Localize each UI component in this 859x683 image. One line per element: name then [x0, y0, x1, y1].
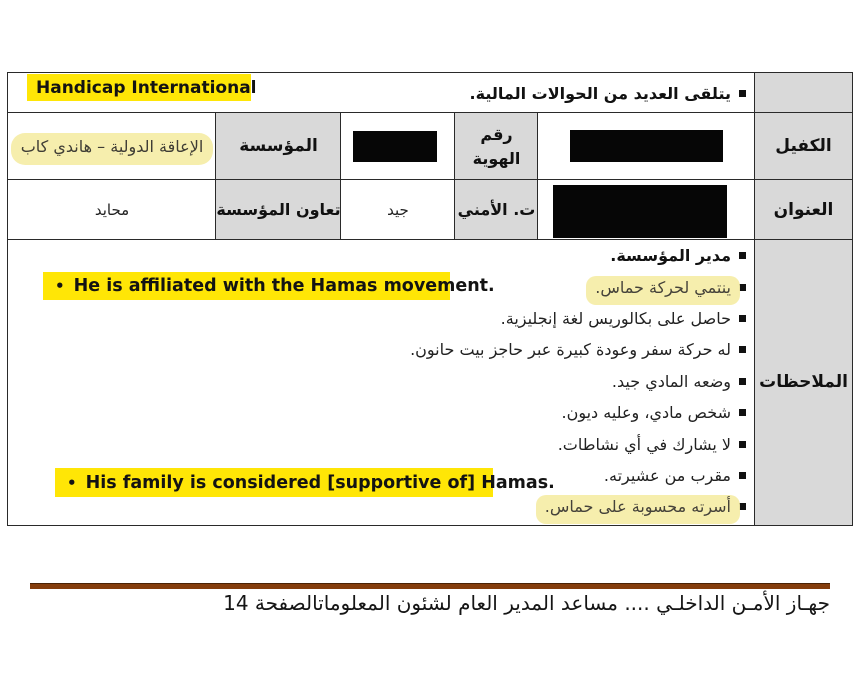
security-rating-value-cell: جيد [341, 180, 455, 240]
note-item [8, 240, 755, 271]
sponsor-header-cell: الكفيل [755, 113, 852, 180]
bullet-dot-icon: • [67, 473, 77, 492]
affiliated-annotation [43, 272, 495, 300]
organization-value-highlight: الإعاقة الدولية – هاندي كاب [11, 133, 214, 165]
cooperation-value-cell: محايد [8, 180, 216, 240]
note-item [8, 303, 755, 334]
id-number-header-line1: رقم [480, 125, 513, 145]
note-text: مدير المؤسسة. [610, 246, 731, 266]
bullet-square-icon [739, 503, 746, 510]
address-header-cell: العنوان [755, 180, 852, 240]
family-annotation [55, 468, 555, 497]
id-number-value-cell [341, 113, 455, 180]
family-annotation-text: His family is considered [supportive of] Hamas. [85, 472, 555, 493]
affiliated-annotation-text: He is affiliated with the Hamas movement. [73, 276, 495, 296]
empty-header-cell [755, 73, 852, 113]
note-text: ينتمي لحركة حماس. [586, 276, 740, 305]
bullet-square-icon [739, 378, 746, 385]
sponsor-value-cell [538, 113, 755, 180]
organization-header-cell: المؤسسة [216, 113, 341, 180]
notes-header-cell: الملاحظات [755, 240, 852, 525]
note-text: مقرب من عشيرته. [603, 465, 731, 485]
note-text: وضعه المادي جيد. [611, 371, 731, 391]
bullet-dot-icon: • [55, 277, 65, 295]
address-value-cell [538, 180, 755, 240]
note-text: شخص مادي، وعليه ديون. [561, 403, 731, 423]
footer-text: جهـاز الأمـن الداخلـي .... مساعد المدير العام لشئون المعلوماتالصفحة 14 [223, 591, 830, 615]
note-item [8, 428, 755, 459]
address-redaction-box [553, 185, 727, 238]
bullet-square-icon [739, 441, 746, 448]
note-item [8, 334, 755, 365]
id-number-header-line2: الهوية [472, 148, 521, 168]
bullet-square-icon [739, 315, 746, 322]
note-item [8, 397, 755, 428]
organization-value-cell [8, 113, 216, 180]
handicap-international-annotation [27, 74, 257, 101]
bullet-square-icon [739, 284, 746, 291]
note-text: له حركة سفر وعودة كبيرة عبر حاجز بيت حانون. [410, 340, 731, 360]
cooperation-header-cell: تعاون المؤسسة [216, 180, 341, 240]
transfers-note-text: يتلقى العديد من الحوالات المالية. [469, 83, 731, 103]
bullet-square-icon [739, 252, 746, 259]
handicap-international-label: Handicap International [36, 77, 257, 98]
bullet-square-icon [739, 346, 746, 353]
bullet-square-icon [739, 409, 746, 416]
id-number-redaction-box [353, 131, 437, 162]
note-text: أسرته محسوبة على حماس. [536, 495, 740, 524]
footer-divider-rule [30, 583, 830, 589]
security-rating-header-cell: ت. الأمني [455, 180, 538, 240]
note-text: حاصل على بكالوريس لغة إنجليزية. [500, 308, 731, 328]
bullet-square-icon [739, 472, 746, 479]
note-text: لا يشارك في أي نشاطات. [557, 434, 731, 454]
bullet-square-icon [739, 90, 746, 97]
sponsor-redaction-box [570, 130, 723, 162]
note-item [8, 366, 755, 397]
id-number-header-cell [455, 113, 538, 180]
